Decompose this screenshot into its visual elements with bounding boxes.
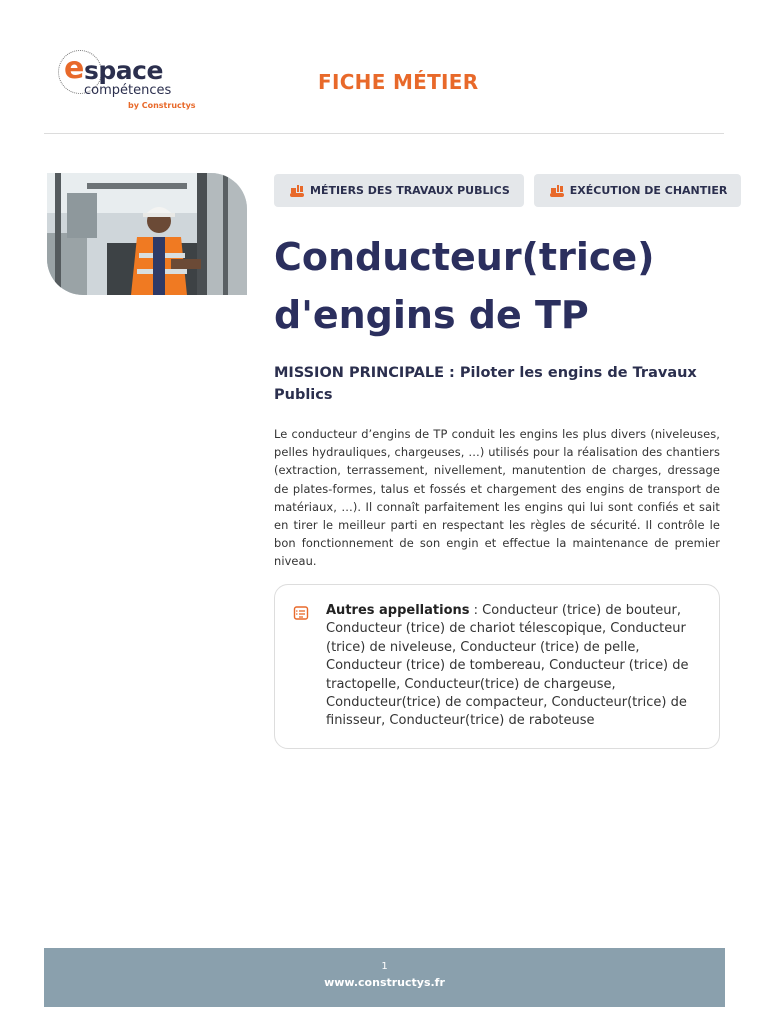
page-header [44, 0, 724, 134]
logo-by-constructys: by Constructys [128, 101, 196, 110]
job-photo [47, 173, 247, 295]
job-title [274, 228, 734, 344]
other-names-label: Autres appellations [326, 603, 470, 618]
excavator-driver-photo [47, 173, 247, 295]
excavator-icon [290, 185, 304, 197]
document-list-icon [293, 605, 309, 621]
other-names-box [274, 584, 720, 749]
job-title-line-1: Conducteur(trice) [274, 235, 655, 279]
other-names-separator: : [469, 603, 483, 618]
tag-metiers-travaux-publics[interactable] [274, 174, 524, 207]
tag-execution-chantier[interactable] [534, 174, 742, 207]
mission-principale: MISSION PRINCIPALE : Piloter les engins de Travaux Publics [274, 365, 697, 403]
logo-e: e [64, 51, 85, 86]
other-names-text [326, 602, 706, 731]
tag-label: EXÉCUTION DE CHANTIER [569, 184, 728, 197]
logo-competences: compétences [84, 83, 172, 98]
job-description: Le conducteur d’engins de TP conduit les engins les plus divers (niveleuses, pelles hydrauliques, chargeuses, …) utilisés pour la réalisation des chantiers (extraction, terrassement, nivellement, manutention de charges, dressage de plates-formes, talus et fossés et chargement des engins de transport de matériaux, …). Il connaît parfaitement les engins qui lui sont confiés et sait en tirer le meilleur parti en respectant les règles de sécurité. Il contrôle le bon fonctionnement de son engin et effectue la maintenance de premier niveau. [274, 427, 720, 569]
job-title-line-2: d'engins de TP [274, 293, 589, 337]
logo-space: space [84, 56, 163, 85]
excavator-icon [550, 185, 564, 197]
category-tags [274, 174, 741, 207]
website-link[interactable]: www.constructys.fr [324, 976, 445, 989]
page-number: 1 [381, 961, 388, 972]
espace-competences-logo [58, 46, 208, 118]
page-footer [44, 948, 725, 1007]
section-label: FICHE MÉTIER [318, 70, 479, 94]
tag-label: MÉTIERS DES TRAVAUX PUBLICS [310, 184, 510, 197]
other-names-list: Conducteur (trice) de bouteur, Conducteur (trice) de chariot télescopique, Conducteur (trice) de niveleuse, Conducteur (trice) de pelle, Conducteur (trice) de tombereau, Conducteur (trice) de tractopelle, Conducteur(trice) de chargeuse, Conducteur(trice) de compacteur, Conducteur(trice) de finisseur, Conducteur(trice) de raboteuse [326, 603, 689, 729]
